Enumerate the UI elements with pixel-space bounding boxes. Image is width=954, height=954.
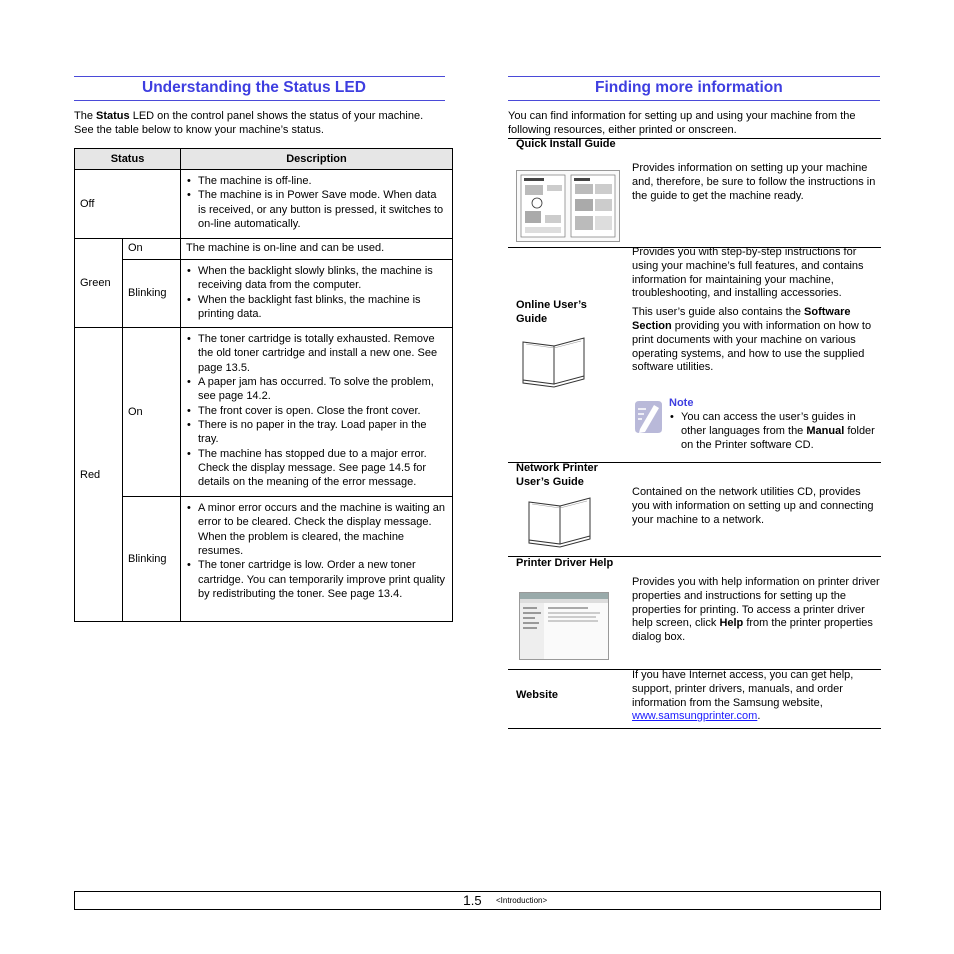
paragraph-text: from the printer properties dialog box. [632, 617, 873, 644]
quick-install-guide-thumbnail-icon [516, 170, 620, 242]
note-icon [632, 399, 664, 438]
paragraph-text: . [757, 710, 761, 723]
list-item: • When the backlight fast blinks, the machine is printing data. [186, 293, 446, 322]
page-number-major: 1 [463, 892, 471, 908]
red-blinking-list [186, 501, 446, 601]
list-item: • A paper jam has occurred. To solve the problem, see page 14.2. [186, 375, 446, 404]
table-row [75, 497, 453, 622]
note-text: folder on the Printer software CD. [681, 424, 875, 451]
quick-install-name: Quick Install Guide [516, 138, 616, 150]
list-item: • A minor error occurs and the machine is waiting an error to be cleared. Check the display message. When the problem is cleared, the machine resumes. [186, 501, 446, 558]
red-on-list [186, 332, 446, 489]
divider [508, 728, 881, 729]
resources-list [508, 138, 881, 728]
paragraph-text: This user’s guide also contains the [632, 306, 805, 319]
status-green: Green [75, 239, 123, 328]
website-text [632, 669, 880, 724]
network-guide-text: Contained on the network utilities CD, provides you with information on setting up and connecting your machine to a network. [632, 486, 874, 526]
list-item: • There is no paper in the tray. Load paper in the tray. [186, 418, 446, 447]
status-led-table [74, 148, 453, 622]
samsung-website-link[interactable]: www.samsungprinter.com [632, 710, 758, 723]
section-title: Finding more information [595, 79, 783, 96]
section-header [508, 76, 880, 101]
section-title: Understanding the Status LED [142, 79, 366, 96]
header-description: Description [181, 149, 453, 170]
more-info-intro: You can find information for setting up and using your machine from the following resources, either printed or onscreen. [508, 110, 856, 136]
green-blinking-list [186, 264, 446, 321]
substatus-on: On [123, 328, 181, 497]
desc-red-on [181, 328, 453, 497]
substatus-blinking: Blinking [123, 260, 181, 328]
status-intro [74, 110, 445, 137]
note-text: You can access the user’s guides in other languages from the [681, 411, 856, 437]
table-row [75, 239, 453, 260]
list-item [669, 411, 880, 452]
status-off: Off [75, 170, 181, 239]
online-guide-paragraph: Provides you with step-by-step instructions for using your machine’s full features, and contains information for maintaining your machine, troubleshooting, and installing accessories. [632, 246, 864, 300]
table-row [75, 170, 453, 239]
intro-text: LED on the control panel shows the status of your machine. See the table below to know your machine’s status. [74, 110, 424, 136]
chapter-label: <Introduction> [496, 896, 548, 905]
status-led-section [74, 76, 445, 137]
status-red: Red [75, 328, 123, 622]
list-item: • The machine is in Power Save mode. When data is received, or any button is pressed, it switches to on-line automatically. [186, 188, 446, 231]
page-number [463, 892, 482, 908]
online-guide-name: Online User’s Guide [516, 299, 587, 325]
paragraph-bold: Software Section [632, 306, 851, 332]
network-guide-name: Network Printer User’s Guide [516, 462, 598, 488]
note-bold: Manual [806, 424, 845, 437]
paragraph-bold: Help [719, 617, 744, 630]
section-header [74, 76, 445, 101]
table-row [75, 328, 453, 497]
table-row [75, 260, 453, 328]
list-item: • The toner cartridge is low. Order a new toner cartridge. You can temporarily improve print quality by redistributing the toner. See page 13.4. [186, 558, 446, 601]
substatus-blinking: Blinking [123, 497, 181, 622]
note-list [669, 411, 880, 452]
driver-help-screenshot-icon [519, 592, 609, 660]
desc-green-blinking [181, 260, 453, 328]
intro-text: The [74, 110, 97, 122]
paragraph-text: Provides you with help information on printer driver properties and instructions for setting up the properties for printing. To access a printer driver help screen, click [632, 576, 880, 630]
driver-help-text [632, 576, 880, 645]
desc-red-blinking [181, 497, 453, 622]
book-icon [520, 334, 590, 391]
note-body [669, 411, 880, 452]
list-item: • The toner cartridge is totally exhausted. Remove the old toner cartridge and install a new one. See page 13.5. [186, 332, 446, 375]
online-guide-paragraph [632, 306, 880, 375]
book-icon [526, 494, 596, 551]
desc-off [181, 170, 453, 239]
website-name: Website [516, 689, 558, 701]
page-number-minor: .5 [470, 893, 482, 908]
note-heading: Note [669, 397, 694, 409]
more-info-section [508, 76, 880, 137]
list-item: • The machine is off-line. [186, 174, 446, 188]
table-header-row [75, 149, 453, 170]
paragraph-text: If you have Internet access, you can get help, support, printer drivers, manuals, and order information from the Samsung website, [632, 669, 854, 709]
substatus-on: On [123, 239, 181, 260]
driver-help-name: Printer Driver Help [516, 557, 614, 569]
list-item: • The machine has stopped due to a major error. Check the display message. See page 14.5 for details on the meaning of the error message. [186, 447, 446, 490]
paragraph-text: providing you with information on how to print documents with your machine on various operating systems, and how to use the supplied software utilities. [632, 319, 872, 374]
off-list [186, 174, 446, 231]
list-item: • The front cover is open. Close the front cover. [186, 404, 446, 418]
list-item: • When the backlight slowly blinks, the machine is receiving data from the computer. [186, 264, 446, 293]
desc-green-on: The machine is on-line and can be used. [181, 239, 453, 260]
online-guide-text [632, 246, 880, 380]
intro-bold: Status [96, 110, 130, 122]
header-status: Status [75, 149, 181, 170]
quick-install-text: Provides information on setting up your machine and, therefore, be sure to follow the instructions in the guide to get the machine ready. [632, 162, 876, 202]
page-footer [74, 891, 881, 910]
